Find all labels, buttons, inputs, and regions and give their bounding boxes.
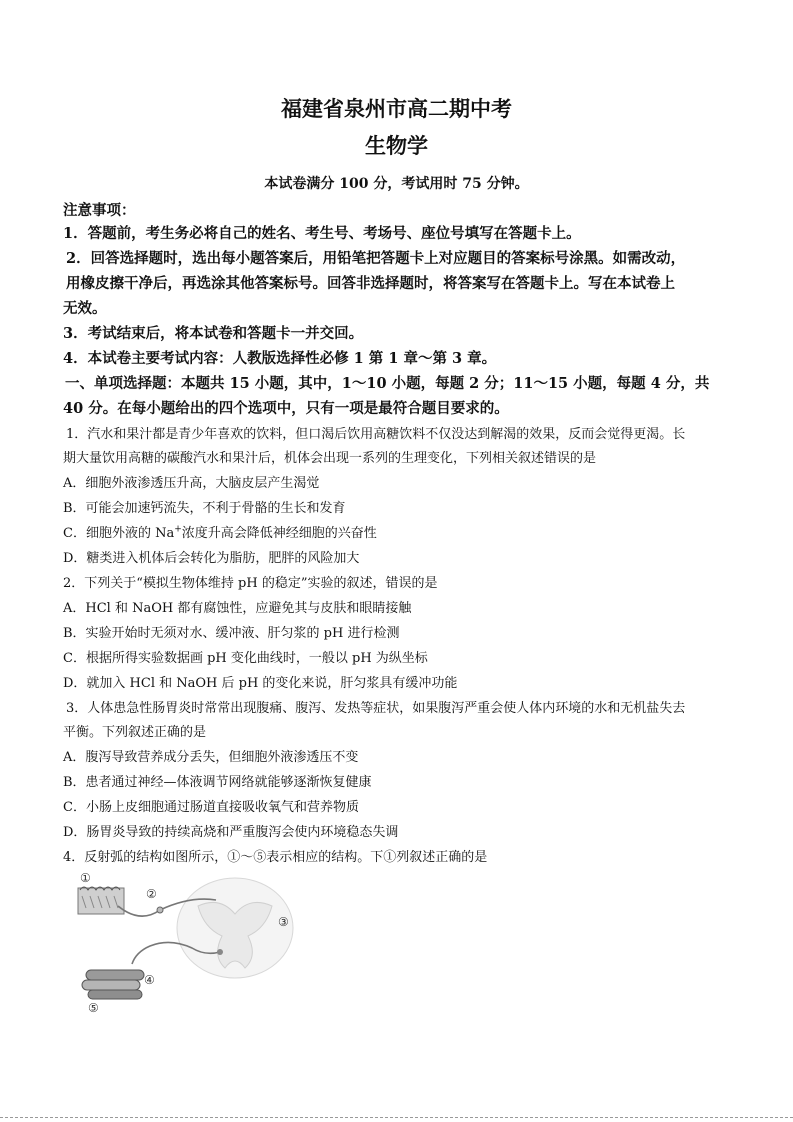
q3-option-c: C．小肠上皮细胞通过肠道直接吸收氧气和营养物质 (63, 800, 359, 815)
section-heading-line-2: 40 分。在每小题给出的四个选项中，只有一项是最符合题目要求的。 (63, 400, 509, 417)
q2-option-d: D．就加入 HCl 和 NaOH 后 pH 的变化来说，肝匀浆具有缓冲功能 (63, 676, 458, 691)
q2-option-a: A．HCl 和 NaOH 都有腐蚀性，应避免其与皮肤和眼睛接触 (63, 601, 412, 616)
figure-label-4: ④ (144, 973, 155, 987)
page-title: 福建省泉州市高二期中考 (281, 97, 512, 121)
figure-label-2: ② (146, 887, 157, 901)
q3-option-b: B．患者通过神经—体液调节网络就能够逐渐恢复健康 (63, 775, 372, 790)
q1-option-a: A．细胞外液渗透压升高，大脑皮层产生渴觉 (63, 476, 320, 491)
q1-option-c-post: 浓度升高会降低神经细胞的兴奋性 (181, 526, 377, 541)
motor-neuron-body (217, 949, 223, 955)
q3-stem-line-2: 平衡。下列叙述正确的是 (63, 725, 207, 740)
q1-option-b: B．可能会加速钙流失，不利于骨骼的生长和发育 (63, 501, 346, 516)
receptor-skin (78, 887, 124, 914)
reflex-arc-figure (70, 866, 310, 1016)
section-heading-line-1: 一、单项选择题：本题共 15 小题，其中，1～10 小题，每题 2 分；11～15 小题，每题 4 分，共 (65, 375, 710, 392)
effector-muscle (82, 970, 144, 999)
q3-stem-line-1: 3．人体患急性肠胃炎时常常出现腹痛、腹泻、发热等症状，如果腹泻严重会使人体内环境的水和无机盐失去 (66, 701, 686, 716)
note-item-3: 3．考试结束后，将本试卷和答题卡一并交回。 (63, 325, 364, 342)
figure-label-3: ③ (278, 915, 289, 929)
q2-stem: 2．下列关于“模拟生物体维持 pH 的稳定”实验的叙述，错误的是 (63, 576, 438, 591)
note-item-1: 1．答题前，考生务必将自己的姓名、考生号、考场号、座位号填写在答题卡上。 (63, 225, 581, 242)
q1-stem-line-2: 期大量饮用高糖的碳酸汽水和果汁后，机体会出现一系列的生理变化，下列相关叙述错误的是 (63, 451, 597, 466)
q2-option-c: C．根据所得实验数据画 pH 变化曲线时，一般以 pH 为纵坐标 (63, 651, 428, 666)
exam-info: 本试卷满分 100 分，考试用时 75 分钟。 (264, 176, 529, 192)
q1-option-c-sup: + (174, 524, 182, 535)
note-item-2-line-3: 无效。 (63, 300, 107, 317)
q2-option-b: B．实验开始时无须对水、缓冲液、肝匀浆的 pH 进行检测 (63, 626, 400, 641)
q1-option-d: D．糖类进入机体后会转化为脂肪，肥胖的风险加大 (63, 551, 360, 566)
note-item-4: 4．本试卷主要考试内容：人教版选择性必修 1 第 1 章～第 3 章。 (63, 350, 497, 367)
q3-option-d: D．肠胃炎导致的持续高烧和严重腹泻会使内环境稳态失调 (63, 825, 399, 840)
note-item-2-line-2: 用橡皮擦干净后，再选涂其他答案标号。回答非选择题时，将答案写在答题卡上。写在本试卷上 (66, 275, 675, 292)
q1-stem-line-1: 1．汽水和果汁都是青少年喜欢的饮料，但口渴后饮用高糖饮料不仅没达到解渴的效果，反而会觉得更渴。长 (66, 427, 686, 442)
subject-title: 生物学 (365, 134, 428, 158)
q3-option-a: A．腹泻导致营养成分丢失，但细胞外液渗透压不变 (63, 750, 359, 765)
spinal-cord-section (177, 878, 293, 978)
q1-option-c (63, 522, 377, 541)
q1-option-c-pre: C．细胞外液的 Na (63, 526, 175, 541)
figure-label-5: ⑤ (88, 1001, 99, 1015)
ganglion (157, 907, 163, 913)
figure-label-1: ① (80, 871, 91, 885)
notes-heading: 注意事项： (63, 202, 136, 219)
note-item-2-line-1: 2．回答选择题时，选出每小题答案后，用铅笔把答题卡上对应题目的答案标号涂黑。如需改动， (66, 250, 686, 267)
page-bottom-rule (0, 1117, 793, 1118)
q4-stem: 4．反射弧的结构如图所示，①～⑤表示相应的结构。下①列叙述正确的是 (63, 850, 488, 865)
